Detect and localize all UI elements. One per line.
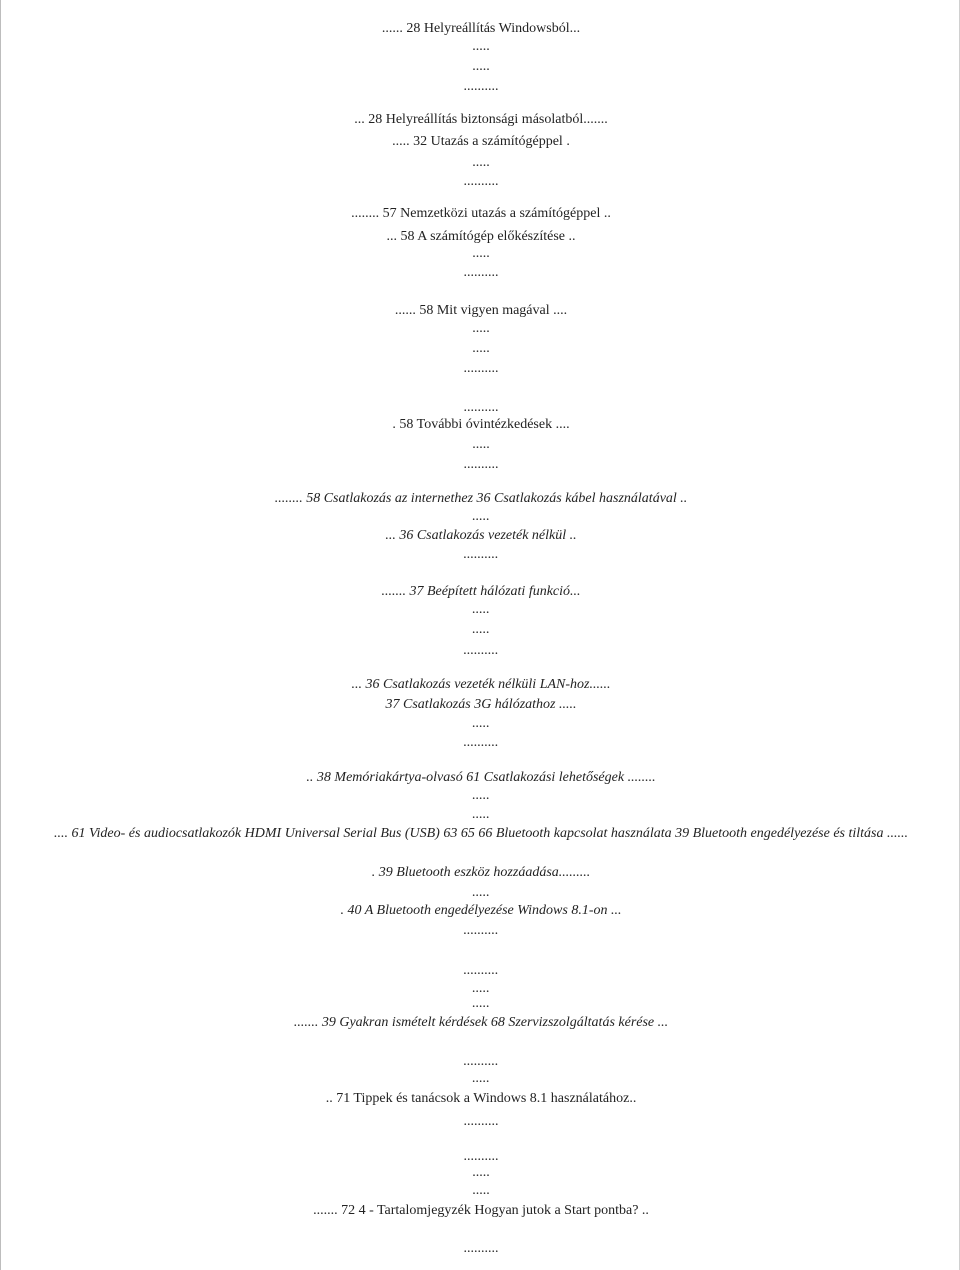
toc-line: ..... <box>472 622 490 637</box>
toc-line: ... 36 Csatlakozás vezeték nélkül .. <box>385 528 577 543</box>
toc-line: .... 61 Video- és audiocsatlakozók HDMI Universal Serial Bus (USB) 63 65 66 Bluetooth kapcsolat használata 39 Bluetooth engedélyezése és tiltása ...... <box>54 826 908 841</box>
toc-line: ....... 39 Gyakran ismételt kérdések 68 Szervizszolgáltatás kérése ... <box>293 1015 669 1030</box>
toc-line: 37 Csatlakozás 3G hálózathoz ..... <box>385 697 577 712</box>
toc-line: .......... <box>463 643 499 658</box>
toc-line: .......... <box>463 735 499 750</box>
toc-line: ..... <box>472 59 490 74</box>
toc-line: ..... <box>472 437 490 452</box>
toc-line: . 58 További óvintézkedések .... <box>392 417 570 432</box>
toc-line: ..... <box>472 246 490 261</box>
toc-line: ........ 57 Nemzetközi utazás a számítógéppel .. <box>351 206 611 221</box>
toc-line: ..... 32 Utazás a számítógéppel . <box>392 134 570 149</box>
toc-line: ........ 58 Csatlakozás az internethez 36 Csatlakozás kábel használatával .. <box>274 491 688 506</box>
toc-line: ....... 72 4 - Tartalomjegyzék Hogyan jutok a Start pontba? .. <box>313 1203 649 1218</box>
toc-line: ... 58 A számítógép előkészítése .. <box>386 229 576 244</box>
toc-line: . 39 Bluetooth eszköz hozzáadása......... <box>371 865 591 880</box>
toc-line: ..... <box>472 996 490 1011</box>
toc-line: .......... <box>463 1241 499 1256</box>
toc-line: ..... <box>472 321 490 336</box>
toc-line: ..... <box>472 39 490 54</box>
toc-line: .......... <box>463 265 499 280</box>
toc-line: .......... <box>463 174 499 189</box>
toc-line: ..... <box>472 981 490 996</box>
toc-line: .......... <box>463 400 499 415</box>
toc-line: .......... <box>463 547 499 562</box>
toc-line: ... 36 Csatlakozás vezeték nélküli LAN-hoz...... <box>351 677 611 692</box>
toc-line: . 40 A Bluetooth engedélyezése Windows 8.1-on ... <box>340 903 622 918</box>
toc-line: .. 38 Memóriakártya-olvasó 61 Csatlakozási lehetőségek ........ <box>306 770 656 785</box>
toc-line: ...... 28 Helyreállítás Windowsból... <box>381 21 581 36</box>
toc-line: ..... <box>472 602 490 617</box>
toc-line: .......... <box>463 79 499 94</box>
toc-line: ..... <box>472 716 490 731</box>
toc-line: ....... 37 Beépített hálózati funkció... <box>381 584 581 599</box>
toc-line: ..... <box>472 885 490 900</box>
toc-line: .......... <box>463 1054 499 1069</box>
toc-line: ..... <box>472 1183 490 1198</box>
toc-line: .......... <box>463 923 499 938</box>
toc-line: ..... <box>472 1165 490 1180</box>
toc-line: .......... <box>463 361 499 376</box>
toc-line: ..... <box>472 509 490 524</box>
toc-line: ..... <box>472 1071 490 1086</box>
toc-line: ..... <box>472 788 490 803</box>
toc-line: ...... 58 Mit vigyen magával .... <box>394 303 568 318</box>
toc-line: .......... <box>463 457 499 472</box>
toc-line: .......... <box>463 963 499 978</box>
toc-line: .. 71 Tippek és tanácsok a Windows 8.1 használatához.. <box>325 1091 637 1106</box>
toc-line: ..... <box>472 341 490 356</box>
toc-line: ... 28 Helyreállítás biztonsági másolatból....... <box>354 112 608 127</box>
toc-line: .......... <box>463 1114 499 1129</box>
toc-line: ..... <box>472 155 490 170</box>
toc-line: .......... <box>463 1149 499 1164</box>
toc-line: ..... <box>472 807 490 822</box>
